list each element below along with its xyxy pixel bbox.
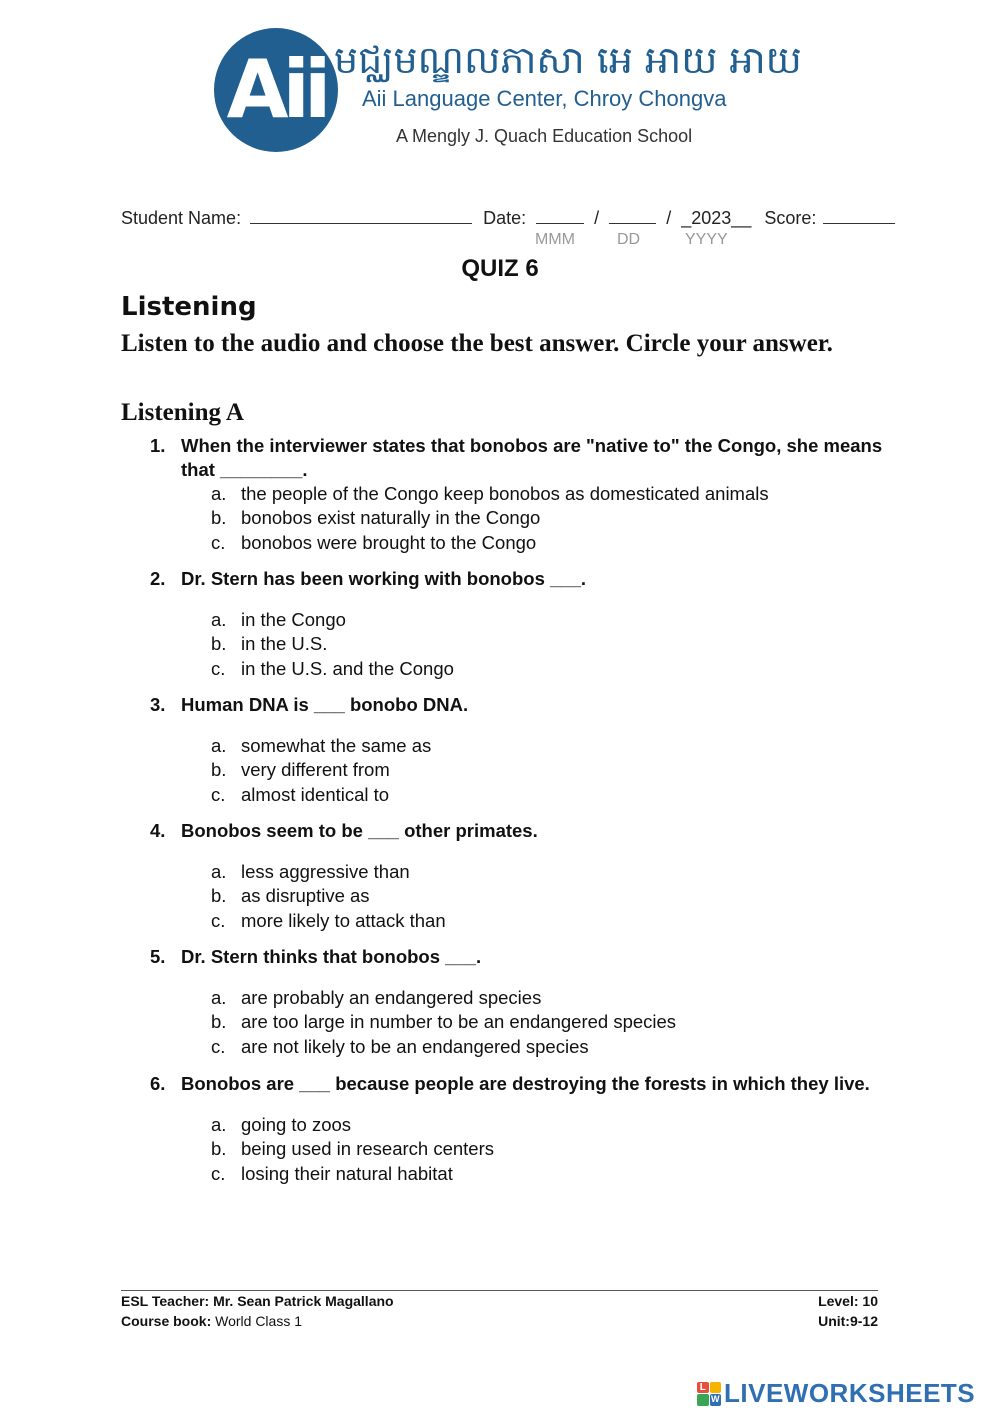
option-letter: c. (211, 531, 226, 553)
option-letter: a. (211, 861, 227, 882)
quiz-title: QUIZ 6 (461, 255, 539, 282)
score-blank[interactable] (823, 207, 895, 224)
hint-year: YYYY (685, 231, 728, 248)
liveworksheets-wordmark: LIVEWORKSHEETS (724, 1378, 976, 1408)
question-number: 3. (150, 694, 166, 715)
section-heading: Listening (121, 292, 257, 322)
logo-square-green (697, 1394, 709, 1406)
answer-option[interactable] (150, 734, 890, 758)
option-letter: b. (211, 759, 227, 781)
liveworksheets-logo-icon (697, 1382, 721, 1406)
option-letter: a. (211, 483, 227, 504)
school-subtitle: A Mengly J. Quach Education School (396, 126, 693, 146)
option-letter: c. (211, 657, 226, 679)
question-text: Dr. Stern thinks that bonobos ___. (181, 946, 482, 967)
answer-option[interactable] (150, 482, 890, 506)
teacher-name: ESL Teacher: Mr. Sean Patrick Magallano (121, 1293, 394, 1309)
option-text: in the U.S. and the Congo (241, 657, 454, 679)
khmer-school-title: មជ្ឈមណ្ឌលភាសា អេ អាយ អាយ (334, 38, 802, 82)
option-text: bonobos exist naturally in the Congo (241, 507, 541, 529)
option-text: less aggressive than (241, 861, 410, 882)
date-separator-2: / (666, 208, 672, 228)
center-name: Aii Language Center, Chroy Chongva (362, 86, 727, 111)
option-text: losing their natural habitat (241, 1162, 453, 1184)
footer-row-1 (121, 1293, 878, 1309)
option-letter: b. (211, 1011, 227, 1033)
answer-option[interactable] (150, 531, 890, 555)
question-text: Human DNA is ___ bonobo DNA. (181, 694, 469, 715)
option-letter: a. (211, 1114, 227, 1135)
answer-option[interactable] (150, 758, 890, 782)
answer-option[interactable] (150, 1137, 890, 1161)
question-number: 1. (150, 435, 166, 456)
answer-option[interactable] (150, 608, 890, 632)
hint-month: MMM (535, 231, 575, 248)
answer-option[interactable] (150, 1035, 890, 1059)
answer-option[interactable] (150, 1010, 890, 1034)
question-4 (150, 819, 890, 933)
question-number: 4. (150, 820, 166, 841)
option-text: being used in research centers (241, 1138, 494, 1160)
hint-day: DD (617, 231, 641, 248)
answer-option[interactable] (150, 884, 890, 908)
option-text: more likely to attack than (241, 909, 446, 931)
date-label: Date: (483, 208, 527, 228)
coursebook-value: World Class 1 (215, 1313, 303, 1329)
question-text: Dr. Stern has been working with bonobos ___. (181, 568, 587, 589)
footer-divider (121, 1290, 878, 1291)
option-letter: c. (211, 909, 226, 931)
question-number: 2. (150, 568, 166, 589)
option-text: in the U.S. (241, 633, 328, 655)
option-letter: a. (211, 735, 227, 756)
question-text: When the interviewer states that bonobos are "native to" the Congo, she means that ________. (181, 435, 883, 480)
date-day-blank[interactable] (609, 207, 656, 224)
date-year-value: _2023__ (681, 208, 752, 228)
student-name-label: Student Name: (121, 208, 242, 228)
liveworksheets-logo[interactable] (697, 1378, 975, 1409)
subsection-heading: Listening A (121, 399, 244, 426)
score-label: Score: (764, 208, 817, 228)
option-letter: c. (211, 1162, 226, 1184)
option-letter: b. (211, 1138, 227, 1160)
question-number: 6. (150, 1073, 166, 1094)
question-3 (150, 693, 890, 807)
answer-option[interactable] (150, 783, 890, 807)
logo-letter-l: L (697, 1382, 709, 1394)
question-2 (150, 567, 890, 681)
date-month-blank[interactable] (536, 207, 584, 224)
logo-square-yellow (710, 1382, 722, 1394)
course-level: Level: 10 (818, 1293, 878, 1309)
answer-option[interactable] (150, 632, 890, 656)
option-text: are not likely to be an endangered species (241, 1035, 589, 1057)
option-text: the people of the Congo keep bonobos as domesticated animals (241, 483, 769, 504)
option-letter: b. (211, 633, 227, 655)
option-text: going to zoos (241, 1114, 352, 1135)
question-6 (150, 1072, 890, 1186)
footer-row-2 (121, 1313, 878, 1329)
option-letter: b. (211, 885, 227, 907)
option-text: almost identical to (241, 783, 390, 805)
option-letter: c. (211, 783, 226, 805)
student-name-blank[interactable] (250, 207, 472, 224)
option-text: very different from (241, 759, 390, 781)
option-letter: a. (211, 609, 227, 630)
question-5 (150, 945, 890, 1059)
coursebook (121, 1313, 302, 1329)
coursebook-label: Course book: (121, 1313, 212, 1329)
date-separator-1: / (594, 208, 600, 228)
option-text: in the Congo (241, 609, 346, 630)
option-text: somewhat the same as (241, 735, 432, 756)
instructions: Listen to the audio and choose the best answer. Circle your answer. (121, 330, 833, 357)
answer-option[interactable] (150, 909, 890, 933)
question-text: Bonobos seem to be ___ other primates. (181, 820, 538, 841)
answer-option[interactable] (150, 860, 890, 884)
option-letter: a. (211, 987, 227, 1008)
logo-letter-w: W (711, 1394, 720, 1404)
school-logo: Aii (214, 28, 338, 152)
unit-range: Unit:9-12 (818, 1313, 878, 1329)
student-info-line (121, 207, 895, 229)
option-letter: c. (211, 1035, 226, 1057)
option-text: are too large in number to be an endangered species (241, 1011, 677, 1033)
answer-option[interactable] (150, 986, 890, 1010)
answer-option[interactable] (150, 1162, 890, 1186)
option-text: as disruptive as (241, 885, 370, 907)
question-text: Bonobos are ___ because people are destroying the forests in which they live. (181, 1073, 870, 1094)
answer-option[interactable] (150, 506, 890, 530)
option-text: bonobos were brought to the Congo (241, 531, 537, 553)
question-number: 5. (150, 946, 166, 967)
answer-option[interactable] (150, 1113, 890, 1137)
option-text: are probably an endangered species (241, 987, 542, 1008)
question-1 (150, 434, 890, 555)
answer-option[interactable] (150, 657, 890, 681)
option-letter: b. (211, 507, 227, 529)
